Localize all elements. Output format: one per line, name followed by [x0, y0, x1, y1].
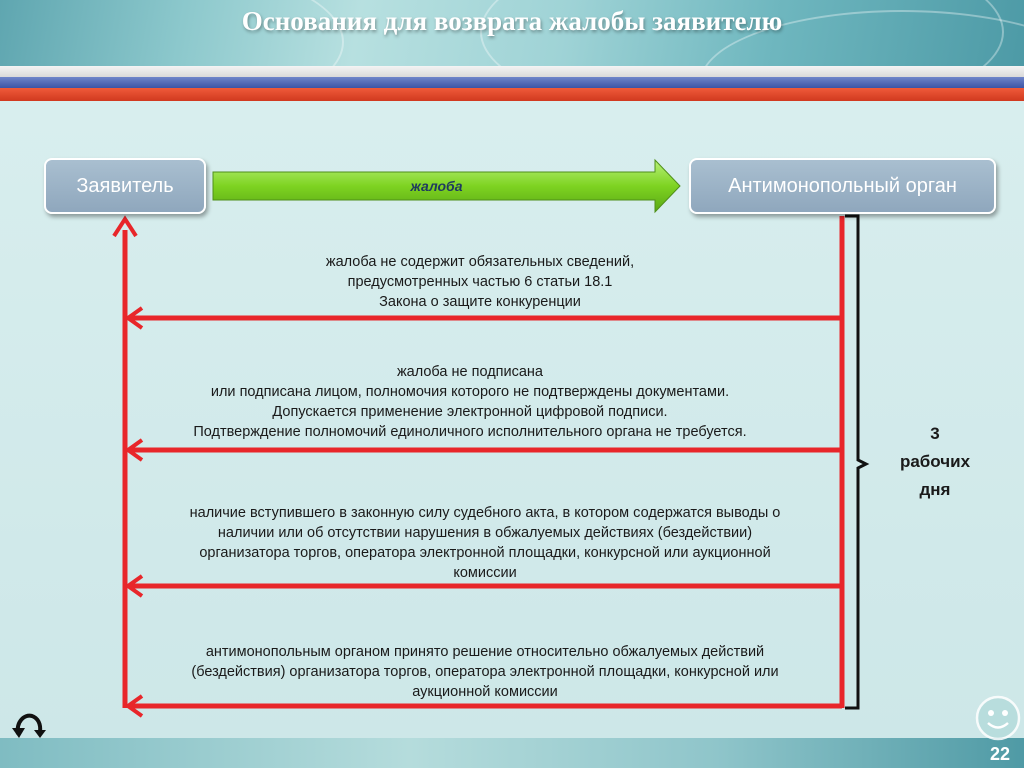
reason-3-line: комиссии: [453, 565, 517, 581]
deadline-label: [880, 420, 990, 504]
smiley-icon: [974, 694, 1022, 742]
reason-2-line: Допускается применение электронной цифровой подписи.: [272, 404, 668, 420]
reason-4-line: антимонопольным органом принято решение относительно обжалуемых действий: [205, 644, 765, 660]
deadline-number: 3: [930, 424, 940, 443]
applicant-box: Заявитель: [44, 158, 206, 214]
back-arrow-icon[interactable]: [10, 708, 48, 738]
reason-2: [140, 362, 800, 442]
reason-4-line: аукционной комиссии: [412, 684, 558, 700]
authority-box: Антимонопольный орган: [689, 158, 996, 214]
reason-2-line: Подтверждение полномочий единоличного исполнительного органа не требуется.: [193, 424, 747, 440]
reason-3-line: организатора торгов, оператора электронной площадки, конкурсной или аукционной: [199, 545, 771, 561]
page-number: 22: [990, 744, 1011, 764]
reason-2-line: или подписана лицом, полномочия которого не подтверждены документами.: [210, 384, 730, 400]
reason-1-line: Закона о защите конкуренции: [379, 294, 581, 310]
reason-3: [140, 503, 830, 583]
reason-4: [140, 642, 830, 702]
reason-1-line: жалоба не содержит обязательных сведений,: [325, 254, 635, 270]
complaint-arrow-label: жалоба: [410, 178, 463, 194]
reason-2-line: жалоба не подписана: [396, 364, 543, 380]
deadline-bracket: [845, 216, 866, 708]
reason-1-line: предусмотренных частью 6 статьи 18.1: [347, 274, 613, 290]
deadline-word: рабочих: [899, 452, 971, 471]
slide-title: Основания для возврата жалобы заявителю: [241, 6, 783, 36]
reason-3-line: наличие вступившего в законную силу судебного акта, в котором содержатся выводы о: [189, 505, 781, 521]
deadline-word: дня: [919, 480, 951, 499]
reason-3-line: наличии или об отсутствии нарушения в обжалуемых действиях (бездействии): [217, 525, 753, 541]
reason-1: [230, 252, 730, 312]
reason-4-line: (бездействия) организатора торгов, оператора электронной площадки, конкурсной или: [191, 664, 779, 680]
